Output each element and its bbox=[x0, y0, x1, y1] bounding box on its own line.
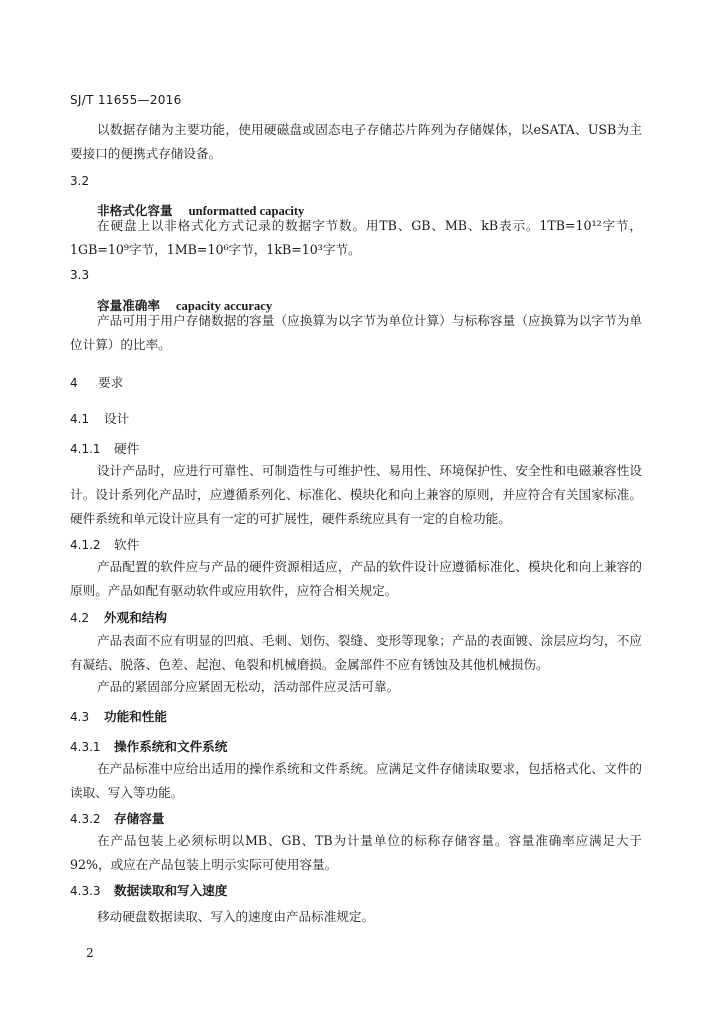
section-heading bbox=[70, 534, 139, 553]
section-title: 功能和性能 bbox=[104, 709, 167, 724]
document-id: SJ/T 11655—2016 bbox=[70, 93, 182, 107]
term-en: capacity accuracy bbox=[175, 299, 273, 313]
section-heading bbox=[70, 438, 139, 457]
section-heading bbox=[70, 408, 129, 427]
definition-text: 以数据存储为主要功能，使用硬磁盘或固态电子存储芯片阵列为存储媒体，以eSATA、USB为主要接口的便携式存储设备。 bbox=[70, 122, 642, 161]
section-number: 4.3.2 bbox=[70, 812, 101, 826]
body-text: 产品配置的软件应与产品的硬件资源相适应，产品的软件设计应遵循标准化、模块化和向上兼容的原则。产品如配有驱动软件或应用软件，应符合相关规定。 bbox=[70, 559, 642, 598]
section-heading bbox=[70, 808, 164, 827]
section-number: 4.1.1 bbox=[70, 442, 101, 456]
section-title: 操作系统和文件系统 bbox=[114, 739, 228, 754]
section-title: 存储容量 bbox=[114, 811, 165, 826]
section-number: 4.3 bbox=[70, 710, 90, 724]
body-text: 在产品标准中应给出适用的操作系统和文件系统。应满足文件存储读取要求，包括格式化、文件的读取、写入等功能。 bbox=[70, 761, 642, 800]
section-title: 硬件 bbox=[114, 441, 140, 456]
body-text: 在产品包装上必须标明以MB、GB、TB为计量单位的标称存储容量。容量准确率应满足大于92%，或应在产品包装上明示实际可使用容量。 bbox=[70, 833, 642, 872]
clause-number: 3.3 bbox=[70, 268, 90, 282]
body-text: 产品表面不应有明显的凹痕、毛刺、划伤、裂缝、变形等现象；产品的表面镀、涂层应均匀，不应有凝结、脱落、色差、起泡、龟裂和机械磨损。金属部件不应有锈蚀及其他机械损伤。 bbox=[70, 633, 642, 672]
body-text: 产品的紧固部分应紧固无松动，活动部件应灵活可靠。 bbox=[97, 679, 400, 694]
section-title: 要求 bbox=[98, 375, 124, 390]
section-heading bbox=[70, 880, 227, 899]
definition-text: 产品可用于用户存储数据的容量（应换算为以字节为单位计算）与标称容量（应换算为以字节为单位计算）的比率。 bbox=[70, 313, 642, 352]
term-en: unformatted capacity bbox=[188, 204, 305, 218]
section-heading bbox=[70, 706, 167, 725]
section-number: 4.3.3 bbox=[70, 884, 101, 898]
section-number: 4.2 bbox=[70, 611, 90, 625]
term-zh: 容量准确率 bbox=[97, 298, 160, 313]
section-heading bbox=[70, 607, 167, 626]
section-number: 4.1 bbox=[70, 412, 90, 426]
section-heading bbox=[70, 736, 227, 755]
clause-number: 3.2 bbox=[70, 174, 90, 188]
section-number: 4.3.1 bbox=[70, 740, 101, 754]
body-text: 设计产品时，应进行可靠性、可制造性与可维护性、易用性、环境保护性、安全性和电磁兼容性设计。设计系列化产品时，应遵循系列化、标准化、模块化和向上兼容的原则，并应符合有关国家标准。硬件系统和单元设计应具有一定的可扩展性，硬件系统应具有一定的自检功能。 bbox=[70, 463, 642, 526]
term-zh: 非格式化容量 bbox=[97, 203, 173, 218]
section-title: 软件 bbox=[114, 537, 140, 552]
section-number: 4.1.2 bbox=[70, 538, 101, 552]
body-text: 移动硬盘数据读取、写入的速度由产品标准规定。 bbox=[97, 909, 375, 924]
section-number: 4 bbox=[70, 376, 78, 390]
definition-text: 在硬盘上以非格式化方式记录的数据字节数。用TB、GB、MB、kB表示。1TB=10¹²字节，1GB=10⁹字节，1MB=10⁶字节，1kB=10³字节。 bbox=[70, 218, 642, 257]
section-title: 数据读取和写入速度 bbox=[114, 883, 228, 898]
section-title: 设计 bbox=[104, 411, 130, 426]
page-number: 2 bbox=[86, 946, 94, 960]
section-title: 外观和结构 bbox=[104, 610, 167, 625]
section-heading bbox=[70, 372, 123, 391]
